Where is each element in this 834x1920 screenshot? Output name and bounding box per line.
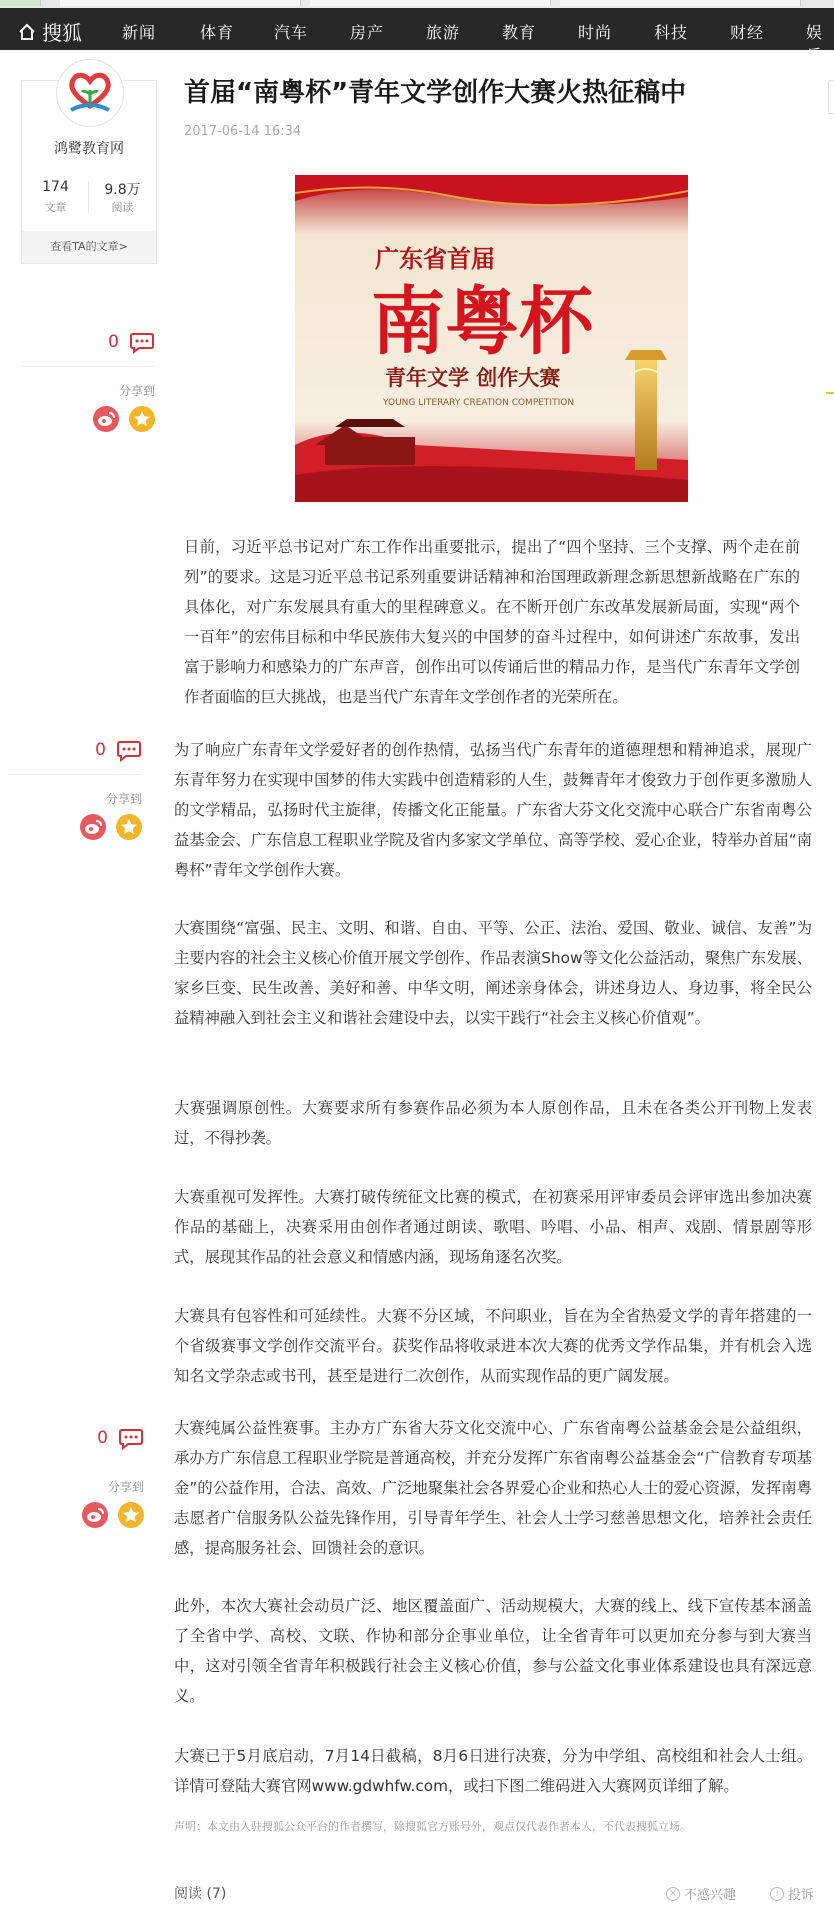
hero-image (295, 175, 688, 502)
article-paragraph: 大赛具有包容性和可延续性。大赛不分区域，不问职业，旨在为全省热爱文学的青年搭建的一个省级赛事文学创作交流平台。获奖作品将收录进本次大赛的优秀文学作品集，并有机会入选知名文学杂志或书刊，甚至是进行二次创作，从而实现作品的更广阔发展。 (174, 1307, 812, 1385)
share-label: 分享到 (105, 792, 142, 806)
logo-text: 搜狐 (42, 21, 82, 45)
home-icon (18, 23, 36, 41)
author-logo-icon (57, 60, 123, 126)
right-edge-accent (826, 392, 834, 394)
top-nav (0, 8, 834, 65)
favorite-star-icon[interactable] (129, 406, 155, 432)
hero-line3: 青年文学 创作大赛 (385, 366, 561, 390)
hero-line1: 广东省首届 (375, 244, 495, 273)
nav-item-news[interactable]: 新闻 (122, 23, 157, 42)
article-paragraph: 此外，本次大赛社会动员广泛、地区覆盖面广、活动规模大，大赛的线上、线下宣传基本涵盖了全省中学、高校、文联、作协和部分企事业单位，让全省青年可以更加充分参与到大赛当中，这对引领全省青年积极践行社会主义核心价值，参与公益文化事业体系建设也具有深远意义。 (174, 1597, 812, 1705)
nav-item-auto[interactable]: 汽车 (274, 23, 309, 42)
avatar[interactable] (56, 59, 124, 127)
weibo-share-icon[interactable] (93, 406, 119, 432)
hero-line2: 南粤杯 (371, 279, 593, 365)
reads-count: 9.8万 (104, 182, 141, 198)
share-label: 分享到 (118, 384, 155, 398)
nav-item-tech[interactable]: 科技 (654, 23, 689, 42)
article-paragraph: 大赛强调原创性。大赛要求所有参赛作品必须为本人原创作品，且未在各类公开刊物上发表过，不得抄袭。 (174, 1099, 812, 1147)
side-share-block (21, 332, 155, 442)
close-icon: ✕ (666, 1887, 680, 1901)
articles-count: 174 (42, 179, 69, 195)
favorite-star-icon[interactable] (116, 814, 142, 840)
reads-label: 阅读 (111, 201, 134, 214)
favorite-star-icon[interactable] (118, 1502, 144, 1528)
share-label: 分享到 (107, 1480, 144, 1494)
nav-item-sports[interactable]: 体育 (200, 23, 235, 42)
article-paragraph: 大赛围绕“富强、民主、文明、和谐、自由、平等、公正、法治、爱国、敬业、诚信、友善”为主要内容的社会主义核心价值开展文学创作、作品表演Show等文化公益活动，聚焦广东发展、家乡巨变、民生改善、美好和善、中华文明，阐述亲身体会，讲述身边人、身边事，将全民公益精神融入到社会主义和谐社会建设中去，以实干践行“社会主义核心价值观”。 (174, 919, 812, 1027)
nav-item-education[interactable]: 教育 (502, 23, 537, 42)
divider (21, 366, 155, 367)
report-label: 投诉 (788, 1888, 815, 1903)
nav-item-entertainment[interactable]: 娱乐 (806, 23, 824, 65)
comment-icon[interactable] (116, 740, 142, 766)
author-card (21, 80, 157, 264)
article-paragraph: 日前，习近平总书记对广东工作作出重要批示，提出了“四个坚持、三个支撑、两个走在前列”的要求。这是习近平总书记系列重要讲话精神和治国理政新理念新思想新战略在广东的具体化，对广东发展具有重大的里程碑意义。在不断开创广东改革发展新局面，实现“两个一百年”的宏伟目标和中华民族伟大复兴的中国梦的奋斗过程中，如何讲述广东故事，发出富于影响力和感染力的广东声音，创作出可以传诵后世的精品力作，是当代广东青年文学创作者面临的巨大挑战，也是当代广东青年文学创作者的光荣所在。 (184, 538, 800, 706)
divider (8, 774, 142, 775)
read-count: 阅读 (7) (174, 1886, 227, 1902)
comment-count[interactable]: 0 (108, 332, 119, 352)
article-paragraph: 大赛已于5月底启动，7月14日截稿，8月6日进行决赛，分为中学组、高校组和社会人士组。详情可登陆大赛官网www.gdwhfw.com，或扫下图二维码进入大赛网页详细了解。 (174, 1747, 812, 1795)
disclaimer: 声明：本文由入驻搜狐公众平台的作者撰写，除搜狐官方账号外，观点仅代表作者本人，不代表搜狐立场。 (174, 1820, 691, 1833)
report-button[interactable] (770, 1884, 814, 1903)
not-interested-button[interactable] (666, 1884, 736, 1903)
weibo-share-icon[interactable] (80, 814, 106, 840)
comment-count[interactable]: 0 (95, 740, 106, 760)
nav-item-travel[interactable]: 旅游 (426, 23, 461, 42)
weibo-share-icon[interactable] (82, 1502, 108, 1528)
article-paragraph: 为了响应广东青年文学爱好者的创作热情，弘扬当代广东青年的道德理想和精神追求，展现广东青年努力在实现中国梦的伟大实践中创造精彩的人生，鼓舞青年才俊致力于创作更多激励人的文学精品，弘扬时代主旋律，传播文化正能量。广东省大芬文化交流中心联合广东省南粤公益基金会、广东信息工程职业学院及省内多家文学单位、高等学校、爱心企业，特举办首届“南粤杯”青年文学创作大赛。 (174, 741, 812, 879)
info-icon: ! (770, 1887, 784, 1901)
browser-tab-strip (0, 0, 834, 8)
side-share-block (8, 740, 142, 850)
nav-item-fashion[interactable]: 时尚 (578, 23, 613, 42)
view-articles-button[interactable]: 查看TA的文章> (22, 231, 156, 263)
article-paragraph: 大赛重视可发挥性。大赛打破传统征文比赛的模式，在初赛采用评审委员会评审选出参加决赛作品的基础上，决赛采用由创作者通过朗读、歌唱、吟唱、小品、相声、戏剧、情景剧等形式，展现其作品的社会意义和情感内涵，现场角逐名次奖。 (174, 1188, 812, 1266)
article-date: 2017-06-14 16:34 (184, 124, 302, 139)
nav-item-house[interactable]: 房产 (350, 23, 385, 42)
article-title: 首届“南粤杯”青年文学创作大赛火热征稿中 (184, 78, 687, 108)
author-name[interactable]: 鸿鹭教育网 (54, 141, 124, 157)
article-paragraph: 大赛纯属公益性赛事。主办方广东省大芬文化交流中心、广东省南粤公益基金会是公益组织，承办方广东信息工程职业学院是普通高校，并充分发挥广东省南粤公益基金会“广信教育专项基金”的公益作用，合法、高效、广泛地聚集社会各界爱心企业和热心人士的爱心资源，发挥南粤志愿者广信服务队公益先锋作用，引导青年学生、社会人士学习慈善思想文化，培养社会责任感，提高服务社会、回馈社会的意识。 (174, 1419, 812, 1557)
nav-item-finance[interactable]: 财经 (730, 23, 765, 42)
sohu-logo[interactable] (18, 17, 82, 46)
comment-count[interactable]: 0 (97, 1428, 108, 1448)
side-share-block (10, 1428, 144, 1538)
right-edge-widget[interactable] (828, 80, 834, 114)
hero-line4: YOUNG LITERARY CREATION COMPETITION (383, 398, 575, 408)
comment-icon[interactable] (129, 332, 155, 358)
comment-icon[interactable] (118, 1428, 144, 1454)
not-interested-label: 不感兴趣 (684, 1888, 737, 1903)
articles-label: 文章 (44, 201, 67, 214)
